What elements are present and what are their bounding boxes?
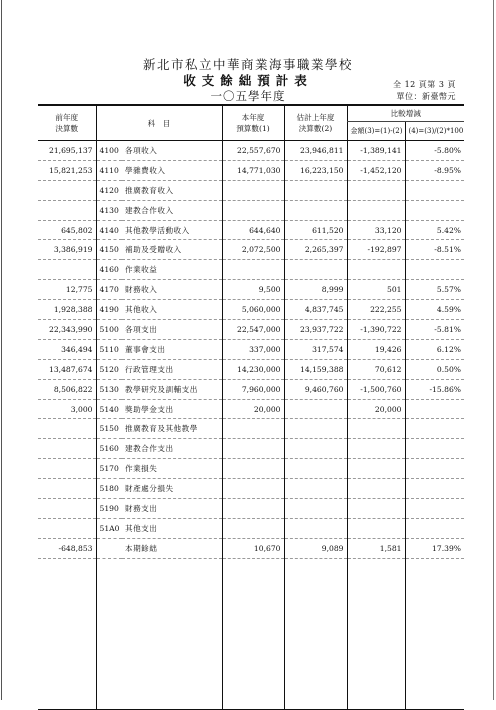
cell-budget — [222, 439, 284, 459]
col-header-prev-actual-text: 前年度 決算數 — [55, 113, 79, 133]
table-row — [38, 499, 464, 519]
table-row — [38, 419, 464, 439]
cell-budget — [222, 479, 284, 499]
table-row — [38, 459, 464, 479]
cell-prev-actual: 8,506,822 — [38, 379, 96, 399]
cell-code: 4150 — [96, 240, 122, 260]
cell-percent: 5.57% — [405, 280, 464, 300]
col-header-last-year-estimate — [284, 105, 347, 141]
cell-estimate: 23,937,722 — [284, 320, 347, 340]
cell-budget: 7,960,000 — [222, 379, 284, 399]
cell-budget: 5,060,000 — [222, 300, 284, 320]
cell-percent: -8.95% — [405, 160, 464, 180]
cell-subject: 補助及受贈收入 — [122, 240, 222, 260]
cell-diff: -1,500,760 — [347, 379, 405, 399]
cell-code: 5110 — [96, 339, 122, 359]
table-row — [38, 359, 464, 379]
cell-budget: 22,557,670 — [222, 141, 284, 161]
cell-diff: -192,897 — [347, 240, 405, 260]
cell-subject: 各項支出 — [122, 320, 222, 340]
cell-budget — [222, 419, 284, 439]
cell-code: 5160 — [96, 439, 122, 459]
cell-subject: 財務支出 — [122, 499, 222, 519]
cell-budget — [222, 459, 284, 479]
budget-table — [38, 104, 464, 710]
cell-code: 4130 — [96, 200, 122, 220]
table-row — [38, 240, 464, 260]
cell-budget: 2,072,500 — [222, 240, 284, 260]
cell-estimate: 14,159,388 — [284, 359, 347, 379]
cell-estimate: 9,460,760 — [284, 379, 347, 399]
blank-cell — [222, 558, 284, 709]
cell-diff: -1,389,141 — [347, 141, 405, 161]
cell-code: 5100 — [96, 320, 122, 340]
cell-estimate: 4,837,745 — [284, 300, 347, 320]
cell-estimate — [284, 399, 347, 419]
cell-code: 5180 — [96, 479, 122, 499]
cell-diff: -1,390,722 — [347, 320, 405, 340]
cell-subject: 其他教學活動收入 — [122, 220, 222, 240]
table-row — [38, 320, 464, 340]
cell-percent — [405, 399, 464, 419]
cell-percent: 4.59% — [405, 300, 464, 320]
cell-subject: 財務收入 — [122, 280, 222, 300]
cell-diff — [347, 439, 405, 459]
table-row — [38, 141, 464, 161]
cell-budget: 10,670 — [222, 538, 284, 558]
cell-percent: -5.80% — [405, 141, 464, 161]
cell-subject: 董事會支出 — [122, 339, 222, 359]
col-header-current-budget-text: 本年度 預算數(1) — [236, 113, 270, 133]
blank-cell — [38, 558, 96, 709]
cell-code: 51A0 — [96, 518, 122, 538]
cell-code: 4100 — [96, 141, 122, 161]
table-row — [38, 439, 464, 459]
cell-percent — [405, 479, 464, 499]
cell-estimate: 611,520 — [284, 220, 347, 240]
cell-diff: 501 — [347, 280, 405, 300]
cell-code: 5140 — [96, 399, 122, 419]
cell-budget — [222, 200, 284, 220]
cell-percent — [405, 419, 464, 439]
cell-prev-actual: 12,775 — [38, 280, 96, 300]
cell-budget: 22,547,000 — [222, 320, 284, 340]
cell-estimate — [284, 499, 347, 519]
cell-prev-actual: 346,494 — [38, 339, 96, 359]
cell-estimate: 16,223,150 — [284, 160, 347, 180]
cell-subject: 推廣教育及其他教學 — [122, 419, 222, 439]
table-row — [38, 160, 464, 180]
cell-subject: 學雜費收入 — [122, 160, 222, 180]
cell-estimate: 23,946,811 — [284, 141, 347, 161]
col-header-prev-actual — [38, 105, 96, 141]
table-row — [38, 300, 464, 320]
cell-budget: 9,500 — [222, 280, 284, 300]
page-number: 全 12 頁第 3 頁 — [393, 80, 456, 89]
cell-diff: -1,452,120 — [347, 160, 405, 180]
cell-prev-actual: 3,386,919 — [38, 240, 96, 260]
col-header-compare-group: 比較增減 — [347, 105, 464, 122]
table-row — [38, 200, 464, 220]
cell-prev-actual — [38, 260, 96, 280]
cell-budget — [222, 260, 284, 280]
blank-cell — [347, 558, 405, 709]
table-body — [38, 141, 464, 710]
table-row — [38, 280, 464, 300]
cell-percent — [405, 180, 464, 200]
cell-estimate: 8,999 — [284, 280, 347, 300]
cell-subject: 財產處分損失 — [122, 479, 222, 499]
cell-code: 4140 — [96, 220, 122, 240]
cell-budget — [222, 499, 284, 519]
cell-estimate: 317,574 — [284, 339, 347, 359]
cell-prev-actual: 13,487,674 — [38, 359, 96, 379]
cell-diff: 33,120 — [347, 220, 405, 240]
cell-percent — [405, 439, 464, 459]
table-row — [38, 220, 464, 240]
cell-prev-actual — [38, 459, 96, 479]
cell-code: 5120 — [96, 359, 122, 379]
blank-cell — [284, 558, 347, 709]
cell-code: 4190 — [96, 300, 122, 320]
cell-estimate — [284, 479, 347, 499]
table-row — [38, 339, 464, 359]
cell-diff: 222,255 — [347, 300, 405, 320]
cell-prev-actual: 21,695,137 — [38, 141, 96, 161]
cell-prev-actual — [38, 180, 96, 200]
cell-percent: -5.81% — [405, 320, 464, 340]
cell-diff — [347, 419, 405, 439]
cell-budget: 337,000 — [222, 339, 284, 359]
cell-estimate: 2,265,397 — [284, 240, 347, 260]
cell-prev-actual: -648,853 — [38, 538, 96, 558]
cell-code: 5170 — [96, 459, 122, 479]
cell-prev-actual: 1,928,388 — [38, 300, 96, 320]
cell-diff — [347, 518, 405, 538]
cell-percent — [405, 260, 464, 280]
blank-cell — [405, 558, 464, 709]
cell-subject: 各項收入 — [122, 141, 222, 161]
cell-estimate — [284, 518, 347, 538]
cell-code: 5190 — [96, 499, 122, 519]
cell-diff — [347, 180, 405, 200]
cell-code: 4160 — [96, 260, 122, 280]
cell-percent — [405, 499, 464, 519]
cell-percent — [405, 459, 464, 479]
cell-subject: 推廣教育收入 — [122, 180, 222, 200]
cell-estimate — [284, 180, 347, 200]
cell-percent: 0.50% — [405, 359, 464, 379]
cell-subject: 建教合作支出 — [122, 439, 222, 459]
cell-diff — [347, 459, 405, 479]
col-header-last-year-estimate-text: 估計上年度 決算數(2) — [296, 113, 335, 133]
cell-code — [96, 538, 122, 558]
cell-percent: -15.86% — [405, 379, 464, 399]
cell-subject: 作業損失 — [122, 459, 222, 479]
cell-prev-actual — [38, 479, 96, 499]
cell-code: 5130 — [96, 379, 122, 399]
currency-unit: 單位：新臺幣元 — [396, 92, 456, 101]
cell-budget — [222, 180, 284, 200]
cell-percent: 17.39% — [405, 538, 464, 558]
col-header-current-budget — [222, 105, 284, 141]
cell-estimate — [284, 439, 347, 459]
cell-diff — [347, 260, 405, 280]
blank-cell — [96, 558, 222, 709]
col-header-percent: (4)=(3)/(2)*100 — [405, 122, 464, 141]
cell-budget: 20,000 — [222, 399, 284, 419]
table-row — [38, 260, 464, 280]
cell-subject: 建教合作收入 — [122, 200, 222, 220]
col-header-subject: 科 目 — [96, 105, 222, 141]
cell-prev-actual: 22,343,990 — [38, 320, 96, 340]
cell-code: 4170 — [96, 280, 122, 300]
cell-diff: 70,612 — [347, 359, 405, 379]
cell-estimate — [284, 419, 347, 439]
cell-percent: 6.12% — [405, 339, 464, 359]
cell-prev-actual — [38, 439, 96, 459]
cell-diff — [347, 200, 405, 220]
cell-percent — [405, 518, 464, 538]
col-header-amount: 金額(3)=(1)-(2) — [347, 122, 405, 141]
cell-diff: 1,581 — [347, 538, 405, 558]
table-row — [38, 479, 464, 499]
cell-prev-actual — [38, 518, 96, 538]
cell-prev-actual — [38, 200, 96, 220]
cell-diff: 19,426 — [347, 339, 405, 359]
cell-diff: 20,000 — [347, 399, 405, 419]
cell-budget: 14,771,030 — [222, 160, 284, 180]
cell-budget: 14,230,000 — [222, 359, 284, 379]
cell-percent: 5.42% — [405, 220, 464, 240]
cell-prev-actual: 645,802 — [38, 220, 96, 240]
cell-estimate — [284, 260, 347, 280]
cell-diff — [347, 499, 405, 519]
table-row — [38, 518, 464, 538]
cell-prev-actual: 15,821,253 — [38, 160, 96, 180]
cell-code: 5150 — [96, 419, 122, 439]
academic-year: 一〇五學年度 — [210, 89, 286, 103]
cell-code: 4110 — [96, 160, 122, 180]
cell-subject: 教學研究及訓輔支出 — [122, 379, 222, 399]
cell-code: 4120 — [96, 180, 122, 200]
scan-edge-right — [493, 0, 494, 700]
scan-edge-left — [1, 0, 2, 700]
cell-estimate: 9,089 — [284, 538, 347, 558]
document-title: 收支餘絀預計表 — [183, 73, 313, 88]
cell-diff — [347, 479, 405, 499]
table-row — [38, 379, 464, 399]
cell-subject: 作業收益 — [122, 260, 222, 280]
cell-subject: 其他收入 — [122, 300, 222, 320]
cell-subject: 獎助學金支出 — [122, 399, 222, 419]
cell-subject: 行政管理支出 — [122, 359, 222, 379]
cell-prev-actual: 3,000 — [38, 399, 96, 419]
table-row — [38, 399, 464, 419]
cell-budget: 644,640 — [222, 220, 284, 240]
table-row-total — [38, 538, 464, 558]
cell-percent: -8.51% — [405, 240, 464, 260]
cell-estimate — [284, 459, 347, 479]
table-blank-area — [38, 558, 464, 709]
cell-estimate — [284, 200, 347, 220]
cell-subject: 其他支出 — [122, 518, 222, 538]
table-row — [38, 180, 464, 200]
cell-subject: 本期餘絀 — [122, 538, 222, 558]
cell-budget — [222, 518, 284, 538]
cell-prev-actual — [38, 419, 96, 439]
cell-percent — [405, 200, 464, 220]
school-name: 新北市私立中華商業海事職業學校 — [142, 57, 353, 72]
cell-prev-actual — [38, 499, 96, 519]
